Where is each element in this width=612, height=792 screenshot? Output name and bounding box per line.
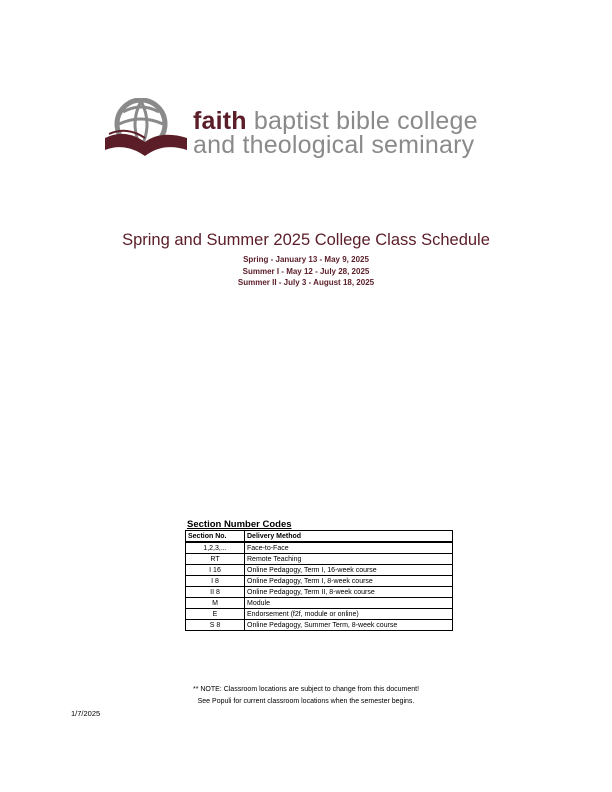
table-header-row — [186, 531, 453, 543]
section-code: E — [186, 609, 245, 620]
logo-line-2: and theological seminary — [193, 131, 475, 159]
section-codes-title: Section Number Codes — [187, 519, 292, 530]
section-code: RT — [186, 554, 245, 565]
term-spring: Spring - January 13 - May 9, 2025 — [243, 255, 369, 264]
globe-bible-icon — [103, 98, 189, 162]
section-code: I 8 — [186, 576, 245, 587]
section-code: I 16 — [186, 565, 245, 576]
section-code: S 8 — [186, 620, 245, 631]
delivery-method: Online Pedagogy, Term II, 8-week course — [245, 587, 453, 598]
table-row — [186, 609, 453, 620]
delivery-method: Endorsement (f2f, module or online) — [245, 609, 453, 620]
section-code: II 8 — [186, 587, 245, 598]
table-row — [186, 598, 453, 609]
college-logo — [103, 98, 493, 162]
logo-faith-word: faith — [193, 107, 247, 135]
section-codes-table — [185, 530, 453, 631]
delivery-method: Remote Teaching — [245, 554, 453, 565]
classroom-note: ** NOTE: Classroom locations are subject to change from this document! — [192, 686, 420, 693]
logo-line-1-rest: baptist bible college — [246, 107, 478, 135]
section-code: 1,2,3,... — [186, 542, 245, 554]
table-row — [186, 576, 453, 587]
term-summer-1: Summer I - May 12 - July 28, 2025 — [242, 267, 370, 276]
delivery-method: Online Pedagogy, Term I, 16-week course — [245, 565, 453, 576]
populi-note: See Populi for current classroom locations when the semester begins. — [197, 698, 415, 705]
delivery-method: Face-to-Face — [245, 542, 453, 554]
table-row — [186, 542, 453, 554]
table-row — [186, 565, 453, 576]
term-summer-2: Summer II - July 3 - August 18, 2025 — [237, 278, 375, 287]
document-date: 1/7/2025 — [71, 709, 101, 718]
table-row — [186, 620, 453, 631]
delivery-method: Module — [245, 598, 453, 609]
section-code: M — [186, 598, 245, 609]
table-row — [186, 554, 453, 565]
page-title: Spring and Summer 2025 College Class Schedule — [122, 231, 490, 249]
column-header: Delivery Method — [245, 531, 453, 543]
delivery-method: Online Pedagogy, Term I, 8-week course — [245, 576, 453, 587]
column-header: Section No. — [186, 531, 245, 543]
delivery-method: Online Pedagogy, Summer Term, 8-week course — [245, 620, 453, 631]
table-row — [186, 587, 453, 598]
